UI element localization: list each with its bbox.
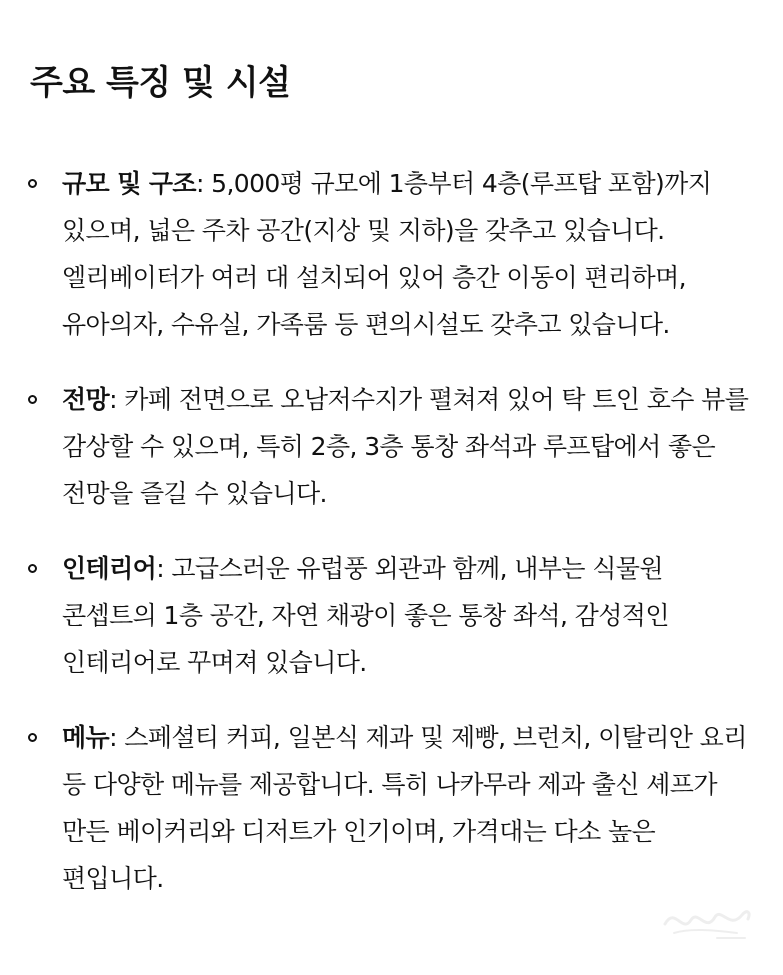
feature-description: 고급스러운 유럽풍 외관과 함께, 내부는 식물원 콘셉트의 1층 공간, 자연 채광이 좋은 통창 좌석, 감성적인 인테리어로 꾸며져 있습니다. — [62, 554, 669, 677]
feature-text — [62, 545, 759, 686]
signature-watermark-icon — [657, 895, 757, 947]
feature-description: 스페셜티 커피, 일본식 제과 및 제빵, 브런치, 이탈리안 요리 등 다양한 메뉴를 제공합니다. 특히 나카무라 제과 출신 셰프가 만든 베이커리와 디저트가 인기이며, 가격대는 다소 높은 편입니다. — [62, 723, 747, 893]
feature-text — [62, 160, 759, 348]
section-heading: 주요 특징 및 시설 — [30, 63, 291, 103]
hollow-bullet-icon — [28, 564, 37, 573]
features-list — [24, 160, 759, 930]
feature-item-size-structure — [24, 160, 759, 348]
feature-text — [62, 714, 759, 902]
feature-text — [62, 376, 759, 517]
feature-term: 메뉴 — [62, 723, 110, 752]
feature-item-view — [24, 376, 759, 517]
feature-description: 카페 전면으로 오남저수지가 펼쳐져 있어 탁 트인 호수 뷰를 감상할 수 있으며, 특히 2층, 3층 통창 좌석과 루프탑에서 좋은 전망을 즐길 수 있습니다. — [62, 385, 749, 508]
hollow-bullet-icon — [28, 179, 37, 188]
feature-description: 5,000평 규모에 1층부터 4층(루프탑 포함)까지 있으며, 넓은 주차 공간(지상 및 지하)을 갖추고 있습니다. 엘리베이터가 여러 대 설치되어 있어 층간 이동이 편리하며, 유아의자, 수유실, 가족룸 등 편의시설도 갖추고 있습니다. — [62, 169, 712, 339]
hollow-bullet-icon — [28, 733, 37, 742]
feature-separator: : — [109, 385, 117, 414]
feature-separator: : — [156, 554, 165, 583]
feature-term: 규모 및 구조 — [62, 169, 196, 198]
feature-separator: : — [109, 723, 117, 752]
feature-item-interior — [24, 545, 759, 686]
hollow-bullet-icon — [28, 395, 37, 404]
feature-term: 전망 — [62, 385, 110, 414]
feature-item-menu — [24, 714, 759, 902]
feature-separator: : — [195, 169, 204, 198]
feature-term: 인테리어 — [62, 554, 157, 583]
